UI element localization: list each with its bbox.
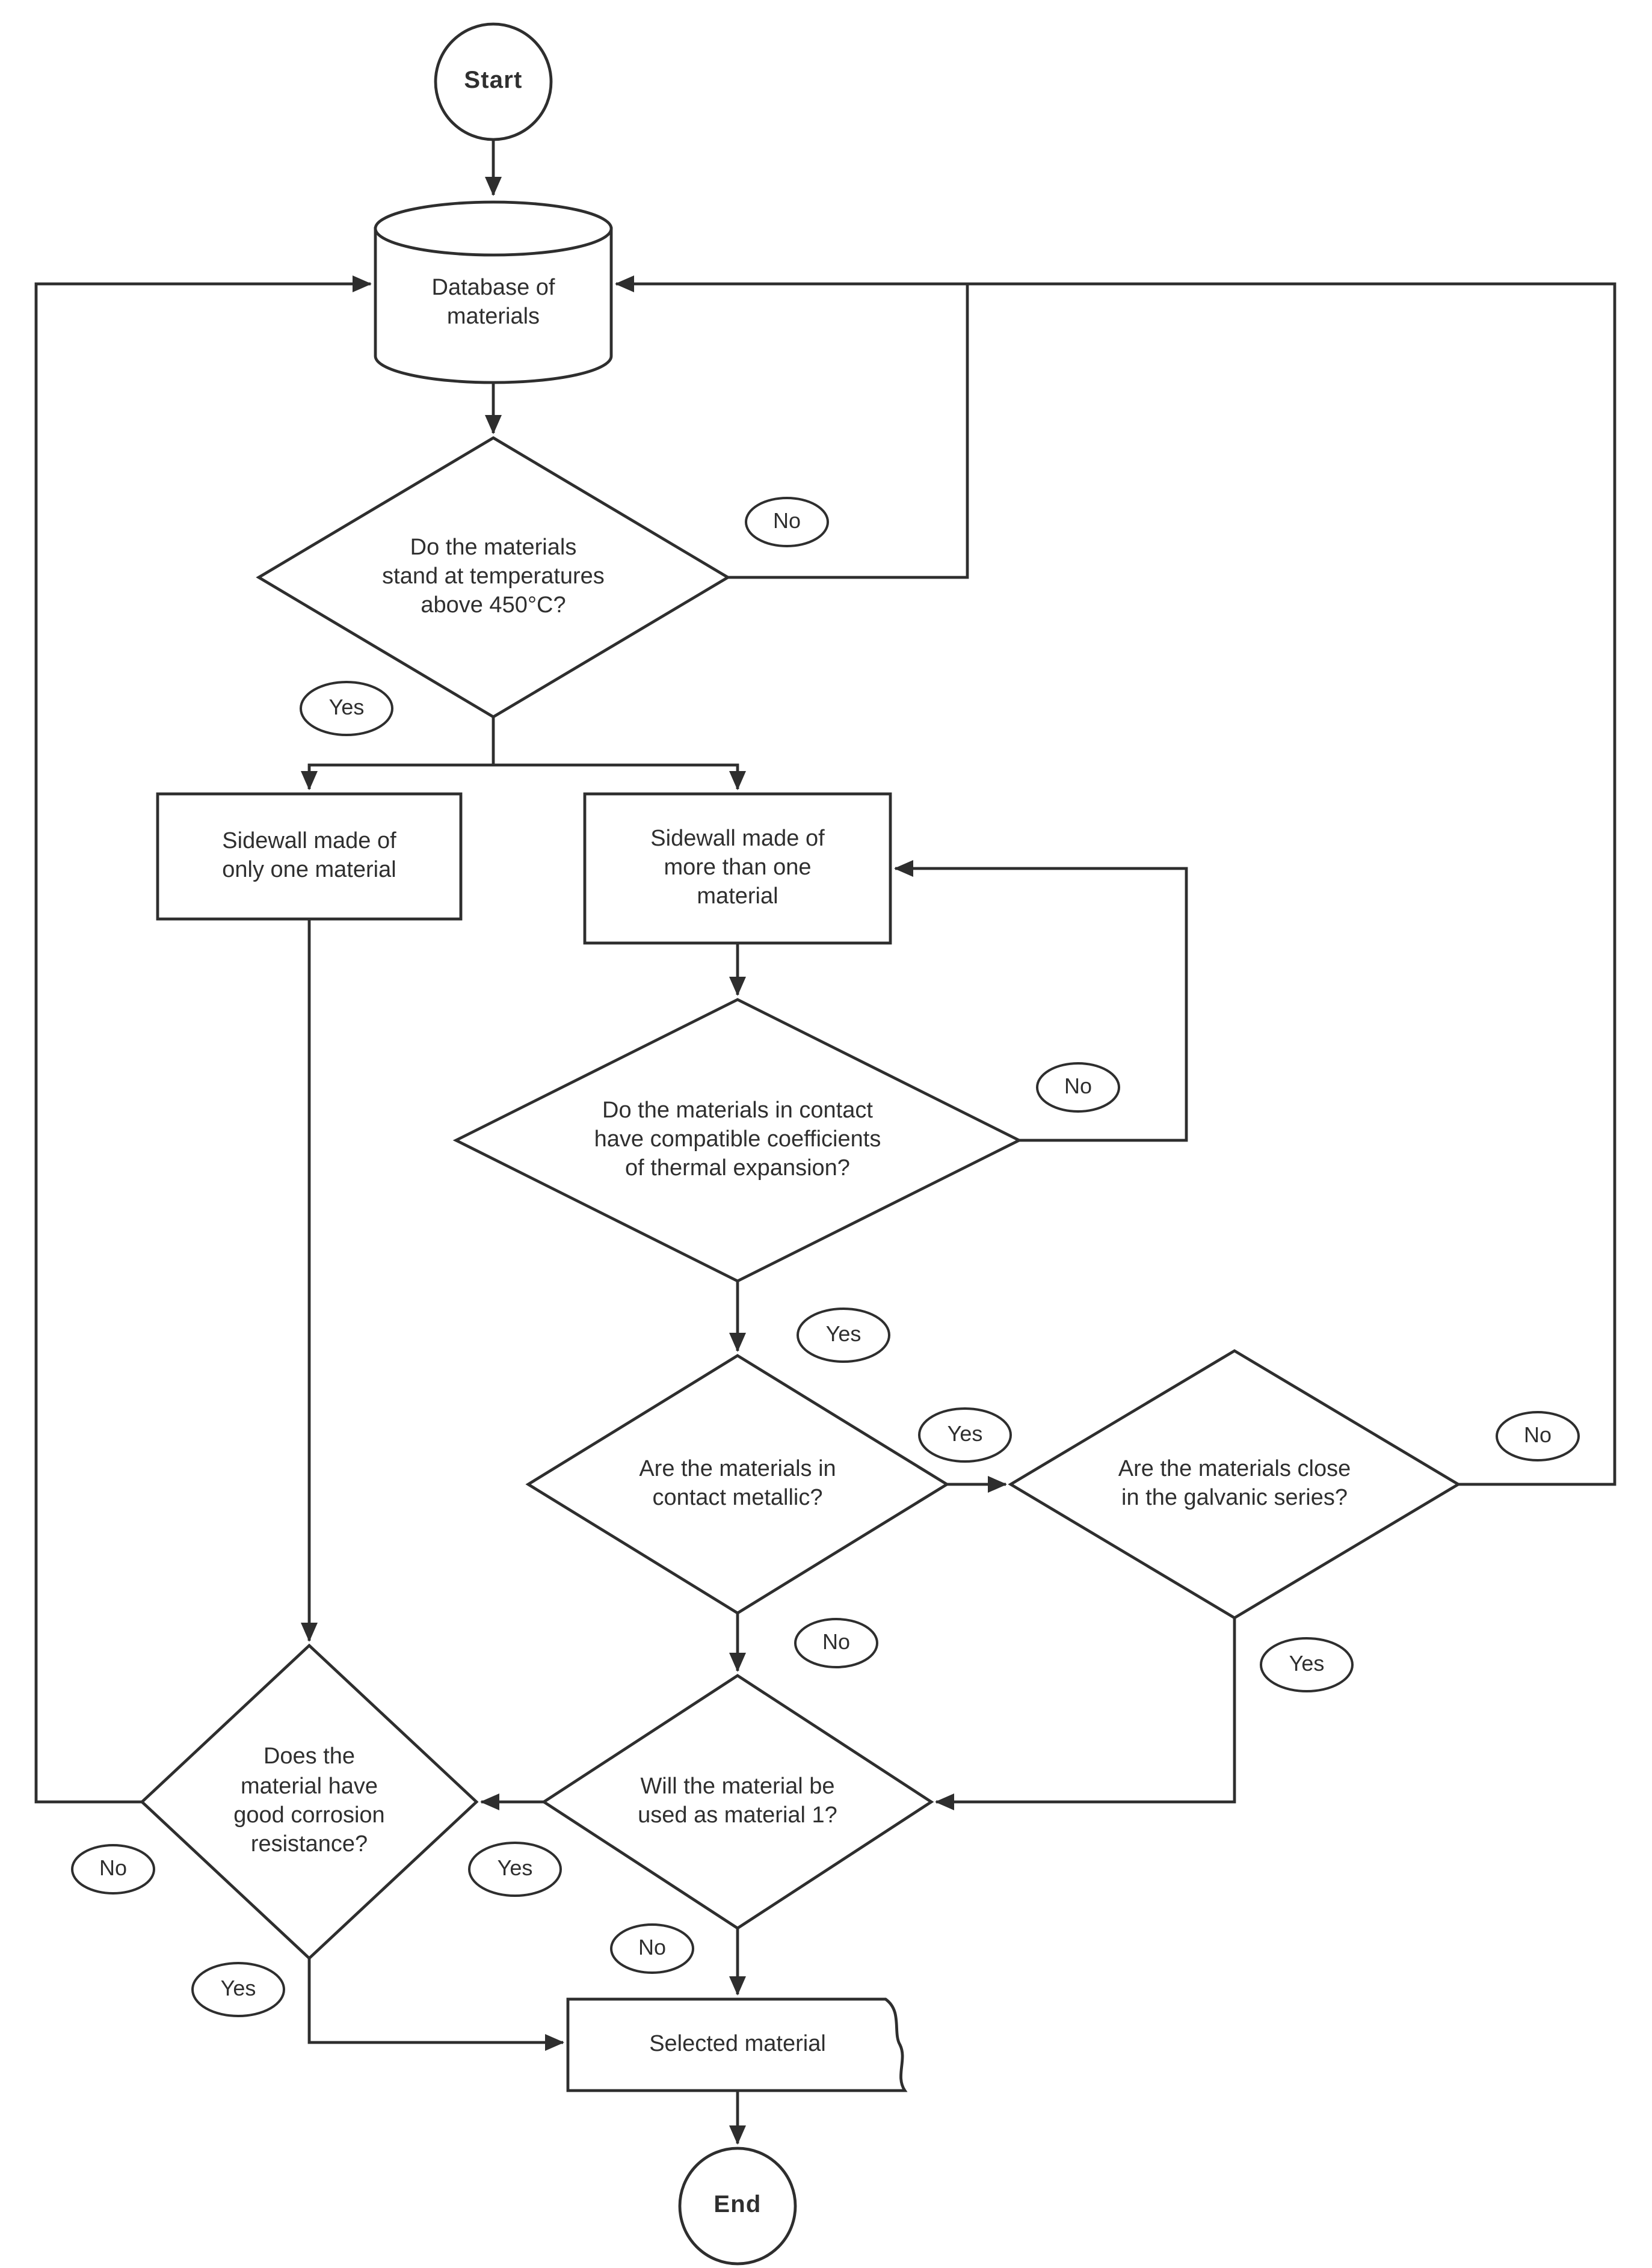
metallic-no-label: No [822, 1630, 850, 1655]
end-node-label: End [714, 2192, 762, 2219]
database-node-label: Database of materials [431, 275, 555, 330]
corrosion-yes-label: Yes [220, 1976, 256, 2001]
metallic-question-label: Are the materials in contact metallic? [639, 1456, 836, 1511]
edge-corrosion-yes [309, 1958, 563, 2042]
database-cylinder-top [375, 202, 611, 255]
material1-question-label: Will the material be used as material 1? [638, 1774, 837, 1828]
sidewall-single-label: Sidewall made of only one material [222, 828, 396, 883]
edge-yes-to-sidewall-single [309, 765, 493, 789]
sidewall-multiple-label: Sidewall made of more than one material [650, 826, 825, 910]
cte-no-label: No [1064, 1074, 1092, 1099]
edge-galvanic-yes [936, 1618, 1234, 1802]
edge-yes-to-sidewall-multiple [493, 765, 738, 789]
temperature-question-label: Do the materials stand at temperatures above 450°C? [382, 535, 605, 619]
temperature-no-label: No [772, 509, 801, 533]
galvanic-yes-label: Yes [1289, 1652, 1325, 1676]
galvanic-no-label: No [1523, 1423, 1552, 1448]
edge-corrosion-no-loop [36, 284, 371, 1802]
corrosion-no-label: No [99, 1856, 127, 1881]
metallic-yes-label: Yes [947, 1422, 983, 1446]
material1-yes-label: Yes [497, 1856, 533, 1881]
start-node-label: Start [464, 67, 523, 94]
cte-question-label: Do the materials in contact have compatible coefficients of thermal expansion? [594, 1098, 881, 1182]
material1-no-label: No [638, 1935, 666, 1960]
cte-yes-label: Yes [825, 1322, 861, 1347]
corrosion-question-label: Does the material have good corrosion resistance? [233, 1744, 385, 1858]
selected-material-label: Selected material [649, 2031, 826, 2057]
galvanic-question-label: Are the materials close in the galvanic series? [1118, 1456, 1351, 1511]
temperature-yes-label: Yes [328, 695, 365, 720]
